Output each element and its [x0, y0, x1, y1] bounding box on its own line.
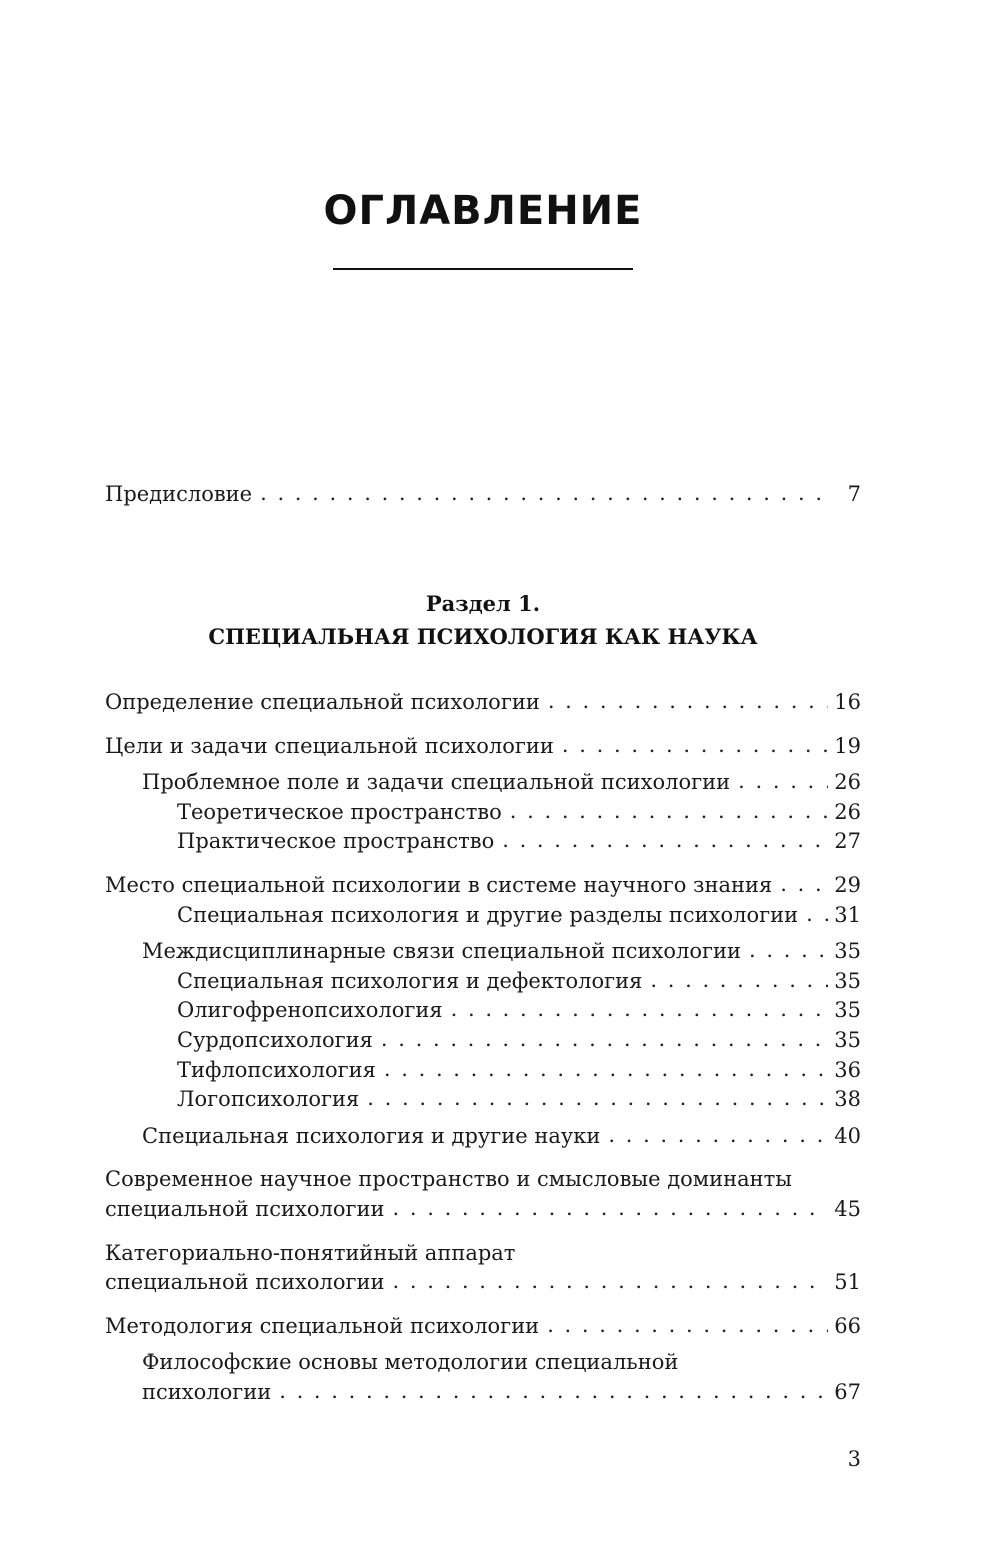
toc-entry-page: 26: [834, 770, 861, 794]
toc-leader-dots: [279, 1377, 828, 1405]
toc-entry-page: 36: [834, 1058, 861, 1082]
toc-entry[interactable]: [105, 871, 861, 899]
toc-entry-label: Определение специальной психологии: [105, 690, 540, 714]
page-title: ОГЛАВЛЕНИЕ: [323, 188, 643, 234]
page-number: 3: [847, 1447, 861, 1471]
toc-entry-label: Логопсихология: [177, 1087, 360, 1111]
toc-leader-dots: [650, 966, 828, 994]
toc-entry-page: 38: [834, 1087, 861, 1111]
toc-entry-page: 7: [847, 482, 861, 506]
toc-entry-label: психологии: [142, 1380, 272, 1404]
toc-entry[interactable]: [177, 901, 861, 929]
toc-entry-page: 29: [834, 873, 861, 897]
toc-entry[interactable]: [177, 1026, 861, 1054]
toc-entry[interactable]: [177, 967, 861, 995]
toc-entry-page: 31: [834, 903, 861, 927]
toc-entry[interactable]: [177, 827, 861, 855]
toc-leader-dots: [502, 826, 828, 854]
toc-entry-label: Предисловие: [105, 482, 253, 506]
toc-entry-first-line[interactable]: Философские основы методологии специальной: [142, 1350, 679, 1374]
toc-entry-page: 16: [834, 690, 861, 714]
toc-entry-page: 19: [834, 734, 861, 758]
toc-entry-page: 35: [834, 998, 861, 1022]
toc-entry-label: Олигофренопсихология: [177, 998, 443, 1022]
toc-entry-label: Междисциплинарные связи специальной психологии: [142, 939, 742, 963]
toc-entry[interactable]: [142, 768, 861, 796]
toc-entry-page: 35: [834, 939, 861, 963]
toc-entry-page: 35: [834, 969, 861, 993]
toc-entry[interactable]: [105, 1268, 861, 1296]
toc-entry-label: Цели и задачи специальной психологии: [105, 734, 554, 758]
toc-leader-dots: [451, 995, 829, 1023]
toc-entry-label: Теоретическое пространство: [177, 800, 502, 824]
toc-leader-dots: [562, 731, 828, 759]
toc-entry-label: Специальная психология и другие науки: [142, 1124, 601, 1148]
toc-entry[interactable]: [142, 1122, 861, 1150]
toc-leader-dots: [547, 1311, 828, 1339]
toc-leader-dots: [738, 767, 828, 795]
toc-leader-dots: [393, 1267, 829, 1295]
toc-entry-label: Методология специальной психологии: [105, 1314, 540, 1338]
toc-entry-label: Тифлопсихология: [177, 1058, 376, 1082]
toc-entry-page: 35: [834, 1028, 861, 1052]
toc-leader-dots: [510, 797, 828, 825]
toc-leader-dots: [367, 1084, 828, 1112]
toc-entry-page: 66: [834, 1314, 861, 1338]
toc-entry-first-line[interactable]: Категориально-понятийный аппарат: [105, 1241, 516, 1265]
toc-entry[interactable]: [177, 1056, 861, 1084]
toc-entry-label: специальной психологии: [105, 1270, 385, 1294]
toc-entry-page: 40: [834, 1124, 861, 1148]
toc-entry-page: 26: [834, 800, 861, 824]
toc-leader-dots: [548, 687, 828, 715]
toc-entry-first-line[interactable]: Современное научное пространство и смысловые доминанты: [105, 1167, 792, 1191]
toc-leader-dots: [780, 870, 828, 898]
toc-entry[interactable]: [105, 1195, 861, 1223]
toc-entry-label: Сурдопсихология: [177, 1028, 373, 1052]
toc-entry[interactable]: [105, 1312, 861, 1340]
toc-entry[interactable]: [105, 732, 861, 760]
toc-leader-dots: [749, 936, 828, 964]
toc-entry-label: Специальная психология и дефектология: [177, 969, 643, 993]
toc-entry-label: Практическое пространство: [177, 829, 495, 853]
toc-entry[interactable]: [105, 688, 861, 716]
toc-leader-dots: [393, 1194, 829, 1222]
toc-leader-dots: [381, 1025, 828, 1053]
title-underline: [333, 268, 633, 270]
toc-leader-dots: [608, 1121, 828, 1149]
toc-entry[interactable]: [177, 798, 861, 826]
toc-entry-page: 45: [834, 1197, 861, 1221]
toc-entry[interactable]: [142, 937, 861, 965]
toc-entry[interactable]: [177, 996, 861, 1024]
toc-entry-label: Проблемное поле и задачи специальной психологии: [142, 770, 731, 794]
toc-entry[interactable]: [142, 1378, 861, 1406]
toc-entry-page: 67: [834, 1380, 861, 1404]
section-number: Раздел 1.: [425, 591, 541, 616]
toc-leader-dots: [384, 1055, 828, 1083]
toc-leader-dots: [260, 479, 829, 507]
toc-entry-page: 27: [834, 829, 861, 853]
toc-entry-label: Место специальной психологии в системе научного знания: [105, 873, 773, 897]
section-title: СПЕЦИАЛЬНАЯ ПСИХОЛОГИЯ КАК НАУКА: [208, 624, 758, 649]
toc-entry-preface[interactable]: [105, 480, 861, 508]
toc-entry[interactable]: [177, 1085, 861, 1113]
toc-entry-label: Специальная психология и другие разделы психологии: [177, 903, 799, 927]
toc-leader-dots: [806, 900, 828, 928]
toc-entry-label: специальной психологии: [105, 1197, 385, 1221]
toc-entry-page: 51: [834, 1270, 861, 1294]
